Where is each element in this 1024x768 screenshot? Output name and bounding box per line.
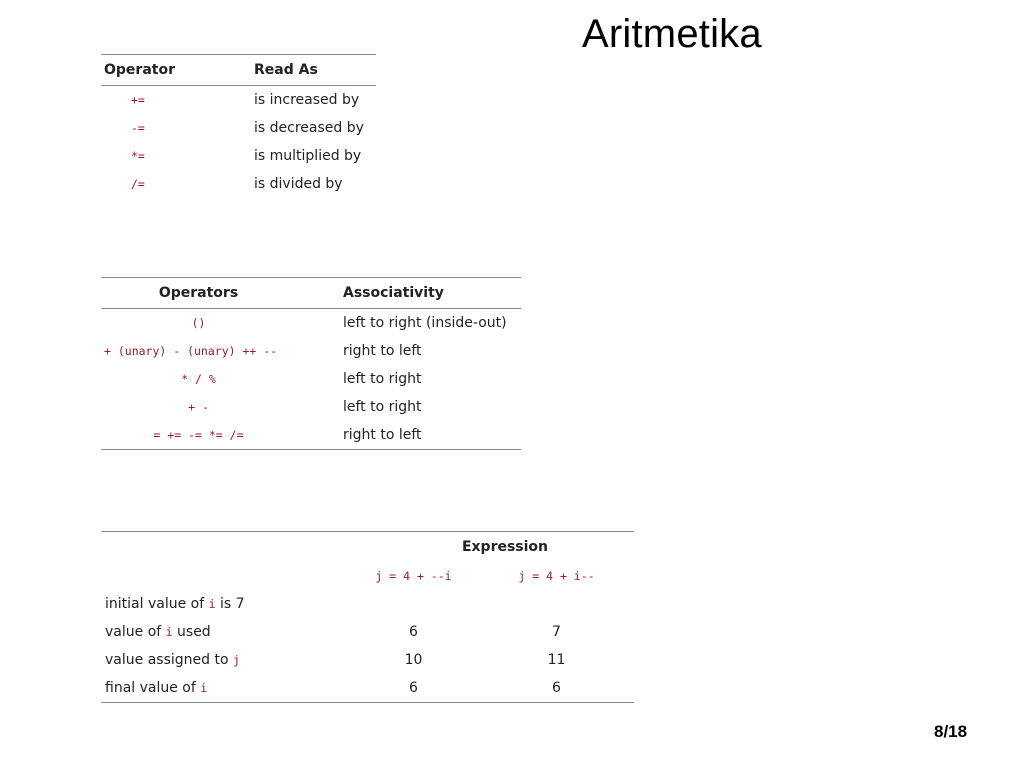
read-as-cell: is multiplied by	[254, 148, 362, 164]
table-row	[101, 114, 376, 142]
table-row	[101, 170, 376, 198]
associativity-cell: right to left	[296, 421, 521, 450]
expression-pre-decrement: j = 4 + --i	[375, 569, 452, 583]
column-header-operator: Operator	[101, 55, 254, 86]
row-label: final value of i	[101, 674, 348, 703]
variable-name: i	[200, 681, 208, 695]
value-cell	[348, 590, 479, 618]
page-number: 8/18	[934, 722, 968, 741]
operators-cell: = += -= *= /=	[101, 421, 296, 450]
row-label: initial value of i is 7	[105, 596, 245, 612]
operators-cell: ()	[191, 316, 206, 330]
table-header-row	[101, 278, 521, 309]
value-cell: 6	[409, 624, 418, 640]
table-row	[101, 618, 634, 646]
table-row	[101, 337, 521, 365]
variable-name: i	[208, 597, 216, 611]
column-header-read-as: Read As	[254, 55, 376, 86]
table-row	[101, 590, 634, 618]
operators-cell: * / %	[181, 372, 216, 386]
associativity-cell: left to right (inside-out)	[343, 315, 507, 331]
associativity-cell: left to right	[343, 371, 422, 387]
operators-cell: + (unary) - (unary) ++ --	[104, 344, 278, 358]
table-row	[101, 646, 634, 674]
value-cell: 6	[479, 674, 634, 703]
variable-name: j	[232, 653, 240, 667]
table-header-row	[101, 532, 634, 563]
expression-row	[101, 562, 634, 590]
operator-cell: /=	[131, 177, 145, 191]
table-row	[101, 365, 521, 393]
table-row	[101, 309, 521, 338]
assignment-operators-table	[101, 54, 376, 198]
expression-post-decrement: j = 4 + i--	[518, 569, 595, 583]
row-label: value assigned to j	[105, 652, 240, 668]
read-as-cell: is divided by	[254, 176, 343, 192]
table-header-row	[101, 55, 376, 86]
operator-cell: *=	[131, 149, 145, 163]
column-header-expression: Expression	[348, 532, 634, 563]
row-label: value of i used	[105, 624, 211, 640]
associativity-table	[101, 277, 521, 450]
associativity-cell: right to left	[343, 343, 422, 359]
read-as-cell: is decreased by	[254, 120, 364, 136]
associativity-cell: left to right	[343, 399, 422, 415]
read-as-cell: is increased by	[254, 92, 360, 108]
value-cell: 6	[348, 674, 479, 703]
table-row	[101, 674, 634, 703]
table-row	[101, 86, 376, 115]
value-cell: 11	[547, 652, 566, 668]
expression-table	[101, 531, 634, 703]
slide-title: Aritmetika	[582, 12, 762, 56]
variable-name: i	[165, 625, 173, 639]
table-row	[101, 393, 521, 421]
value-cell: 10	[404, 652, 423, 668]
column-header-associativity: Associativity	[296, 278, 521, 309]
value-cell	[479, 590, 634, 618]
table-row	[101, 421, 521, 450]
operators-cell: + -	[188, 400, 209, 414]
column-header-operators: Operators	[101, 278, 296, 309]
table-row	[101, 142, 376, 170]
operator-cell: -=	[131, 121, 145, 135]
value-cell: 7	[552, 624, 561, 640]
operator-cell: +=	[131, 93, 145, 107]
